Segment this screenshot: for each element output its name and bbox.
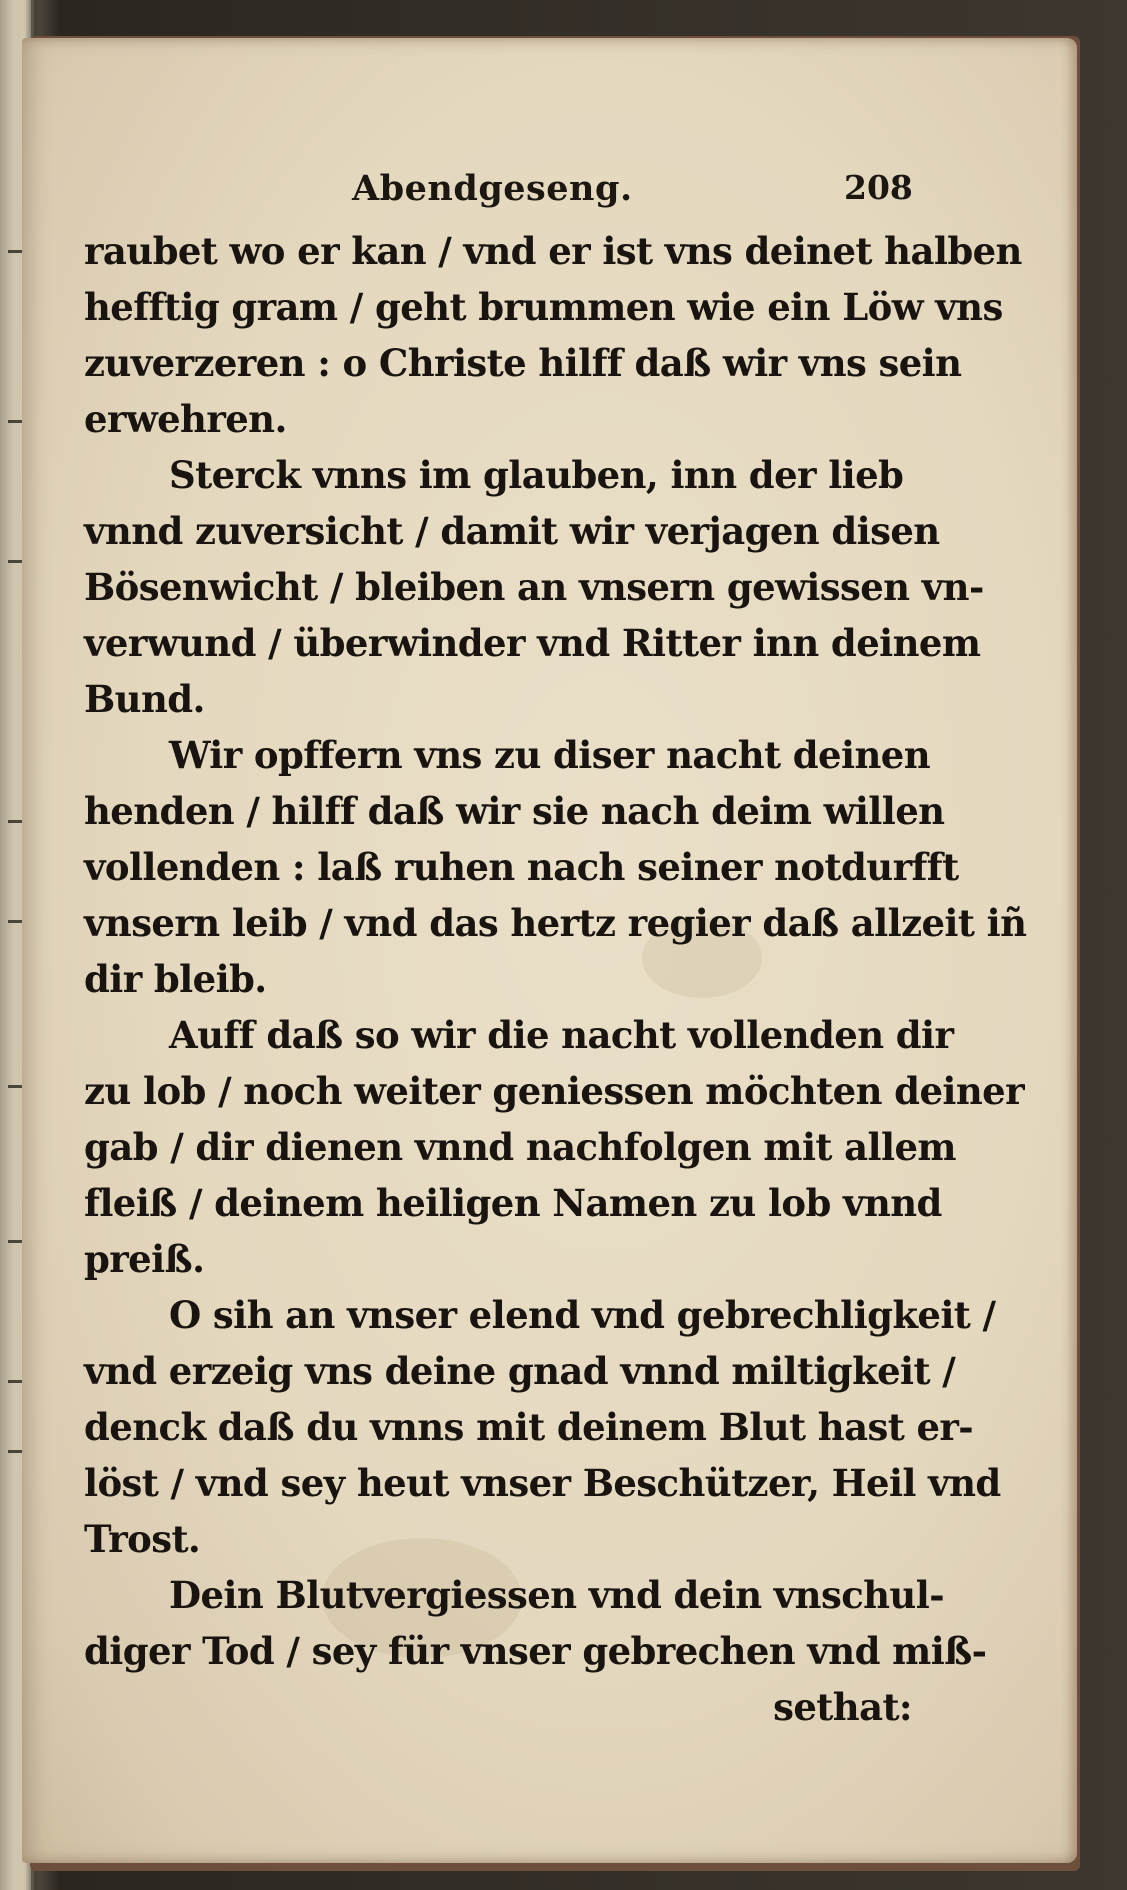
text-line: vnd erzeig vns deine gnad vnnd miltigkeit / xyxy=(84,1349,956,1393)
text-line: hefftig gram / geht brummen wie ein Löw vns xyxy=(84,285,1003,329)
text-line: Sterck vnns im glauben, inn der lieb xyxy=(169,453,904,497)
book-page xyxy=(22,38,1077,1863)
page-header xyxy=(22,168,1077,218)
text-line: dir bleib. xyxy=(84,957,267,1001)
text-line: Auff daß so wir die nacht vollenden dir xyxy=(169,1013,954,1057)
text-line: henden / hilff daß wir sie nach deim willen xyxy=(84,789,945,833)
catchword: sethat: xyxy=(773,1685,912,1729)
body-text xyxy=(84,223,1027,1735)
text-line: preiß. xyxy=(84,1237,205,1281)
text-line: löst / vnd sey heut vnser Beschützer, Heil vnd xyxy=(84,1461,1001,1505)
text-line: vollenden : laß ruhen nach seiner notdurfft xyxy=(84,845,959,889)
text-line: Bösenwicht / bleiben an vnsern gewissen vn- xyxy=(84,565,984,609)
text-line: O sih an vnser elend vnd gebrechligkeit / xyxy=(169,1293,996,1337)
text-line: zuverzeren : o Christe hilff daß wir vns sein xyxy=(84,341,962,385)
text-line: denck daß du vnns mit deinem Blut hast er- xyxy=(84,1405,974,1449)
text-line: vnsern leib / vnd das hertz regier daß allzeit iñ xyxy=(84,901,1027,945)
text-line: gab / dir dienen vnnd nachfolgen mit allem xyxy=(84,1125,956,1169)
text-line: fleiß / deinem heiligen Namen zu lob vnnd xyxy=(84,1181,942,1225)
text-line: Dein Blutvergiessen vnd dein vnschul- xyxy=(169,1573,944,1617)
text-line: erwehren. xyxy=(84,397,287,441)
text-line: zu lob / noch weiter geniessen möchten deiner xyxy=(84,1069,1024,1113)
text-line: diger Tod / sey für vnser gebrechen vnd miß- xyxy=(84,1629,987,1673)
text-line: Trost. xyxy=(84,1517,201,1561)
text-line: Bund. xyxy=(84,677,205,721)
page-number: 208 xyxy=(844,168,913,207)
text-line: verwund / überwinder vnd Ritter inn deinem xyxy=(84,621,981,665)
text-line: vnnd zuversicht / damit wir verjagen disen xyxy=(84,509,940,553)
text-line: Wir opffern vns zu diser nacht deinen xyxy=(169,733,930,777)
running-title: Abendgeseng. xyxy=(352,168,633,209)
text-line: raubet wo er kan / vnd er ist vns deinet halben xyxy=(84,229,1022,273)
